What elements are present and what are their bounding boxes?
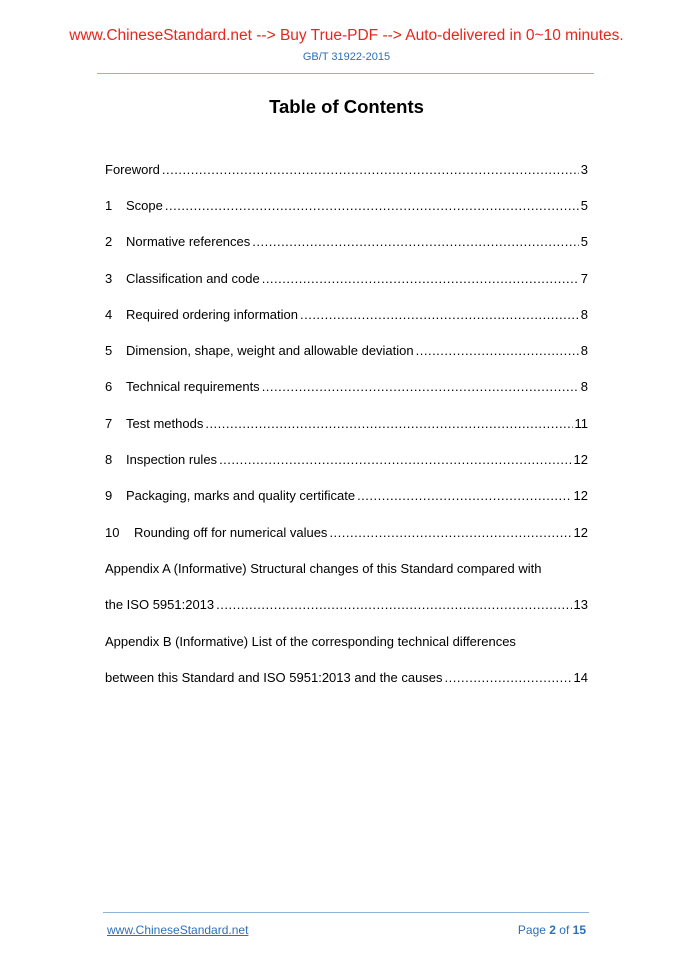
- toc-entry-scope[interactable]: [105, 187, 588, 223]
- toc-leader-dots: [165, 198, 579, 213]
- toc-entry-inspection-rules[interactable]: [105, 441, 588, 477]
- toc-entry-appendix-a[interactable]: [105, 550, 588, 586]
- toc-entry-page: 8: [580, 306, 588, 322]
- toc-entry-ordering-information[interactable]: [105, 296, 588, 332]
- toc-entry-number: 10: [105, 524, 120, 540]
- toc-entry-label: Normative references: [126, 234, 251, 250]
- toc-entry-label: the ISO 5951:2013: [105, 597, 215, 613]
- toc-entry-number: 5: [105, 343, 113, 359]
- toc-leader-dots: [216, 597, 571, 612]
- toc-entry-page: 5: [580, 234, 588, 250]
- toc-entry-number: 3: [105, 270, 113, 286]
- toc-leader-dots: [162, 162, 579, 177]
- toc-entry-page: 14: [573, 669, 588, 685]
- toc-leader-dots: [252, 234, 578, 249]
- toc-entry-label: Technical requirements: [126, 379, 260, 395]
- toc-entry-number: 1: [105, 197, 113, 213]
- toc-entry-number: 6: [105, 379, 113, 395]
- toc-entry-page: 3: [580, 161, 588, 177]
- page-total: 15: [572, 923, 586, 937]
- page-indicator: [518, 923, 586, 937]
- toc-entry-number: 9: [105, 488, 113, 504]
- toc-entry-page: 8: [580, 343, 588, 359]
- toc-entry-page: 12: [573, 488, 588, 504]
- toc-entry-label: Scope: [126, 197, 163, 213]
- toc-entry-label: Inspection rules: [126, 452, 218, 468]
- toc-leader-dots: [357, 488, 571, 503]
- toc-entry-page: 7: [580, 270, 588, 286]
- toc-entry-label: Packaging, marks and quality certificate: [126, 488, 356, 504]
- toc-entry-label: Appendix A (Informative) Structural changes of this Standard compared with: [105, 560, 542, 576]
- toc-leader-dots: [219, 452, 571, 467]
- toc-leader-dots: [445, 670, 572, 685]
- toc-entry-appendix-b-continued[interactable]: [105, 659, 588, 695]
- toc-entry-label: Required ordering information: [126, 306, 298, 322]
- toc-entry-dimension[interactable]: [105, 332, 588, 368]
- footer-website-link[interactable]: www.ChineseStandard.net: [107, 923, 249, 937]
- toc-entry-number: 7: [105, 415, 113, 431]
- toc-entry-appendix-b[interactable]: [105, 623, 588, 659]
- toc-entry-page: 12: [573, 524, 588, 540]
- toc-entry-label: Foreword: [105, 161, 160, 177]
- toc-entry-number: 4: [105, 306, 113, 322]
- toc-leader-dots: [329, 525, 571, 540]
- toc-entry-label: Appendix B (Informative) List of the corresponding technical differences: [105, 633, 516, 649]
- purchase-banner[interactable]: www.ChineseStandard.net --> Buy True-PDF --> Auto-delivered in 0~10 minutes.: [69, 27, 624, 44]
- toc-list: [105, 151, 588, 695]
- toc-leader-dots: [262, 379, 579, 394]
- toc-entry-technical-requirements[interactable]: [105, 369, 588, 405]
- toc-leader-dots: [300, 307, 579, 322]
- toc-entry-page: 13: [573, 597, 588, 613]
- footer-divider: [103, 912, 589, 913]
- toc-entry-number: 8: [105, 452, 113, 468]
- toc-title: Table of Contents: [269, 96, 424, 117]
- toc-entry-classification[interactable]: [105, 260, 588, 296]
- page-of: of: [555, 923, 573, 937]
- toc-entry-packaging[interactable]: [105, 478, 588, 514]
- toc-entry-appendix-a-continued[interactable]: [105, 587, 588, 623]
- toc-entry-page: 8: [580, 379, 588, 395]
- toc-entry-label: between this Standard and ISO 5951:2013 and the causes: [105, 669, 443, 685]
- toc-entry-normative-references[interactable]: [105, 224, 588, 260]
- toc-entry-rounding-off[interactable]: [105, 514, 588, 550]
- toc-entry-page: 12: [573, 452, 588, 468]
- toc-leader-dots: [262, 271, 579, 286]
- page-current: 2: [549, 923, 556, 937]
- toc-entry-label: Classification and code: [126, 270, 260, 286]
- header-divider: [97, 73, 594, 74]
- toc-entry-label: Test methods: [126, 415, 204, 431]
- toc-leader-dots: [205, 416, 572, 431]
- toc-entry-page: 5: [580, 197, 588, 213]
- toc-entry-label: Rounding off for numerical values: [134, 524, 328, 540]
- toc-entry-foreword[interactable]: [105, 151, 588, 187]
- toc-entry-page: 11: [574, 415, 588, 431]
- toc-entry-label: Dimension, shape, weight and allowable deviation: [126, 343, 414, 359]
- toc-entry-number: 2: [105, 234, 113, 250]
- document-code: GB/T 31922-2015: [302, 51, 391, 63]
- page-prefix: Page: [517, 923, 550, 937]
- toc-entry-test-methods[interactable]: [105, 405, 588, 441]
- toc-leader-dots: [416, 343, 579, 358]
